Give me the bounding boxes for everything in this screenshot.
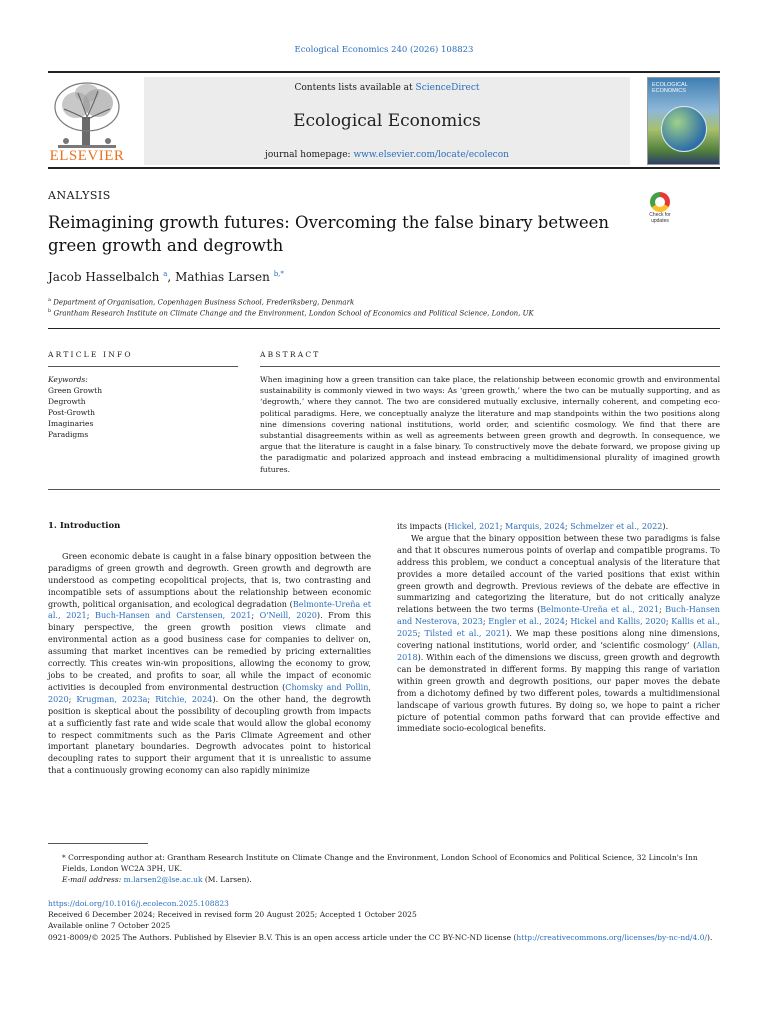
divider	[48, 366, 238, 367]
online-date: Available online 7 October 2025	[48, 921, 171, 931]
affiliation-marker[interactable]: b,*	[273, 270, 284, 278]
body-text: ). On the other hand, the degrowth position is skeptical about the possibility of decoupling growth from impacts at a sufficiently fast rate and wide scale that would allow the global economy to respect commitments such as the Paris Climate Agreement and other important planetary boundaries. Degrowth advocates point to historical decoupling rates to support their argument that it is unrealistic to assume that a continuously growing economy can also rapidly minimize	[48, 693, 371, 776]
journal-citation[interactable]: Ecological Economics 240 (2026) 108823	[294, 45, 474, 55]
crossmark-icon	[650, 192, 670, 212]
citation-link[interactable]: Engler et al., 2024	[488, 616, 565, 627]
body-text: Green economic debate is caught in a false binary opposition between the paradigms of green growth and degrowth. Green growth and degrowth are understood as competing ecopolitical projects, that is, two contrasting and incompatible sets of assumptions about the relationship between economic growth, political organisation, and ecological degradation (	[48, 550, 371, 609]
affiliation-text: Grantham Research Institute on Climate Change and the Environment, London School of Economics and Political Science, London, UK	[53, 309, 534, 318]
keyword[interactable]: Imaginaries	[48, 419, 94, 428]
citation-link[interactable]: Marquis, 2024	[505, 521, 565, 531]
article-info-heading: ARTICLE INFO	[48, 350, 133, 359]
body-text: ;	[499, 521, 506, 531]
author-name[interactable]: Mathias Larsen	[175, 270, 270, 284]
article-title: Reimagining growth futures: Overcoming the false binary between green growth and degrowth	[48, 213, 610, 255]
doi-link[interactable]: https://doi.org/10.1016/j.ecolecon.2025.108823	[48, 899, 229, 908]
article-section-label: ANALYSIS	[48, 189, 111, 202]
affiliation	[48, 297, 354, 306]
body-text: ).	[662, 521, 669, 531]
citation-link[interactable]: Schmelzer et al., 2022	[570, 521, 663, 531]
abstract-text: When imagining how a green transition can take place, the relationship between economic growth and environmental sustainability is commonly viewed in two ways: As ‘green growth,’ where the two can be mutually supporting, and as ‘degrowth,’ where they cannot. The two are considered mutually exclusive, internally coherent, and competing eco-political paradigms. Here, we conceptually analyze the literature and map standpoints within the two positions along nine dimensions covering national institutions, world order, and scientific cosmology. We find that there are substantial disagreements within as well as agreements between green growth and degrowth. In consequence, we argue that the literature is caught in a false binary. To constructively move the debate forward, we propose giving up the paradigmatic and polarized approach and instead embracing a multidimensional plurality of imagined growth futures.	[260, 375, 720, 474]
globe-icon	[661, 106, 707, 152]
citation-link[interactable]: Chomsky and Pollin, 2020	[48, 681, 371, 704]
citation-link[interactable]: Buch-Hansen and Nesterova, 2023	[397, 604, 720, 627]
email-label: E-mail address:	[62, 875, 122, 884]
body-text: ;	[658, 604, 666, 615]
body-paragraph	[397, 521, 720, 533]
body-text: ). From this binary perspective, the green growth position views climate and environmental action as a good business case for companies to deliver on, assuming that market incentives can be remedied by pricing externalities correctly. This creates win-win propositions, allowing the economy to grow, jobs to be created, and profits to soar, all while the impact of economic activities is decoupled from environmental destruction (	[48, 610, 371, 692]
body-text: We argue that the binary opposition between these two paradigms is false and that it obscures numerous points of overlap and compatible programs. To address this problem, we conduct a conceptual analysis of the literature that provides a more detailed account of the varied positions that exist within green growth and degrowth. Previous reviews of the debate are effective in summarizing and categorizing the literature, but do not critically analyze relations between the two terms (	[397, 532, 720, 615]
body-text: ;	[564, 521, 571, 531]
body-text: ;	[147, 693, 156, 704]
contents-prefix: Contents lists available at	[294, 83, 416, 93]
contents-line	[144, 83, 630, 93]
footnote-divider	[48, 843, 148, 844]
abstract-heading: ABSTRACT	[260, 350, 321, 359]
keyword[interactable]: Paradigms	[48, 430, 89, 439]
license-text: 0921-8009/© 2025 The Authors. Published by Elsevier B.V. This is an open access article under the CC BY-NC-ND license (	[48, 932, 517, 942]
email-link[interactable]: m.larsen2@lse.ac.uk	[123, 875, 203, 884]
keywords-label: Keywords:	[48, 375, 88, 384]
divider	[48, 328, 720, 329]
citation-link[interactable]: Belmonte-Ureña et al., 2021	[48, 598, 371, 621]
body-text: ). We map these positions along nine dimensions, covering national institutions, world order, and ‘scientific cosmology’ (	[397, 628, 720, 651]
homepage-prefix: journal homepage:	[265, 150, 354, 160]
journal-masthead	[48, 71, 720, 169]
body-text: its impacts (	[397, 521, 448, 531]
sciencedirect-link[interactable]: ScienceDirect	[415, 83, 480, 93]
divider	[48, 489, 720, 490]
section-heading: 1. Introduction	[48, 521, 121, 531]
citation-link[interactable]: Allan, 2018	[397, 640, 720, 662]
affiliation	[48, 308, 534, 317]
citation-link[interactable]: O'Neill, 2020	[259, 610, 317, 621]
citation-link[interactable]: Ritchie, 2024	[155, 693, 213, 704]
body-text: ). Within each of the dimensions we discuss, green growth and degrowth can be demonstrated in different forms. By mapping this range of variation within green growth and degrowth positions, our paper moves the debate from a dichotomy defined by two different poles, towards a multidimensional landscape of various growth futures. By doing so, we hope to paint a richer picture of potential common paths forward that can provide effective and immediate socio-ecological benefits.	[397, 651, 720, 734]
affiliation-label: b	[48, 308, 52, 314]
body-text: ;	[86, 610, 95, 621]
body-paragraph	[48, 551, 371, 777]
license-link[interactable]: http://creativecommons.org/licenses/by-nc-nd/4.0/	[516, 932, 708, 942]
affiliation-text: Department of Organisation, Copenhagen Business School, Frederiksberg, Denmark	[53, 298, 355, 307]
footnote-marker: *	[62, 853, 66, 862]
citation-link[interactable]: Belmonte-Ureña et al., 2021	[540, 604, 659, 615]
crossmark-label: Check for updates	[649, 212, 671, 224]
elsevier-logo[interactable]	[48, 79, 126, 167]
body-text: ;	[68, 693, 77, 704]
affiliation-label: a	[48, 297, 51, 303]
citation-link[interactable]: Tilsted et al., 2021	[424, 628, 507, 639]
journal-cover-image[interactable]	[647, 77, 720, 165]
citation-link[interactable]: Krugman, 2023a	[76, 693, 148, 704]
body-text: ;	[482, 616, 489, 627]
received-dates: Received 6 December 2024; Received in revised form 20 August 2025; Accepted 1 October 2025	[48, 910, 417, 920]
publisher-name: ELSEVIER	[49, 148, 125, 164]
license-end: ).	[707, 932, 713, 942]
body-column-left	[48, 521, 371, 777]
keyword[interactable]: Degrowth	[48, 397, 86, 406]
citation-link[interactable]: Hickel, 2021	[447, 521, 500, 531]
journal-homepage-link[interactable]: www.elsevier.com/locate/ecolecon	[353, 150, 509, 160]
corresponding-author-note	[48, 852, 720, 874]
keyword[interactable]: Green Growth	[48, 386, 103, 395]
divider	[260, 366, 720, 367]
body-text: ;	[417, 628, 425, 639]
citation-link[interactable]: Buch-Hansen and Carstensen, 2021	[95, 610, 252, 621]
body-text: ;	[251, 610, 260, 621]
crossmark-button[interactable]	[645, 192, 675, 228]
keywords-list	[48, 374, 102, 440]
keyword[interactable]: Post-Growth	[48, 408, 96, 417]
article-metadata	[48, 898, 720, 943]
masthead-center	[144, 77, 630, 165]
body-column-right	[397, 521, 720, 735]
body-text: ;	[665, 616, 672, 627]
cover-title: ECOLOGICAL ECONOMICS	[652, 82, 688, 95]
author-separator: ,	[167, 270, 176, 284]
author-name[interactable]: Jacob Hasselbalch	[48, 270, 160, 284]
email-suffix: (M. Larsen).	[202, 875, 252, 884]
citation-link[interactable]: Kallis et al., 2025	[397, 616, 720, 639]
email-note	[48, 874, 720, 885]
affiliation-marker[interactable]: a	[163, 270, 168, 278]
footnotes	[48, 852, 720, 885]
body-text: ;	[564, 616, 571, 627]
elsevier-tree-icon	[52, 79, 122, 151]
license-note	[48, 932, 720, 943]
citation-link[interactable]: Hickel and Kallis, 2020	[570, 616, 666, 627]
body-paragraph	[397, 533, 720, 735]
journal-title[interactable]: Ecological Economics	[293, 111, 481, 131]
footnote-text: Corresponding author at: Grantham Research Institute on Climate Change and the Environment, London School of Economics and Political Science, 32 Lincoln's Inn Fields, London WC2A 3PH, UK.	[62, 853, 698, 873]
homepage-line	[144, 150, 630, 160]
author-list	[48, 270, 284, 284]
